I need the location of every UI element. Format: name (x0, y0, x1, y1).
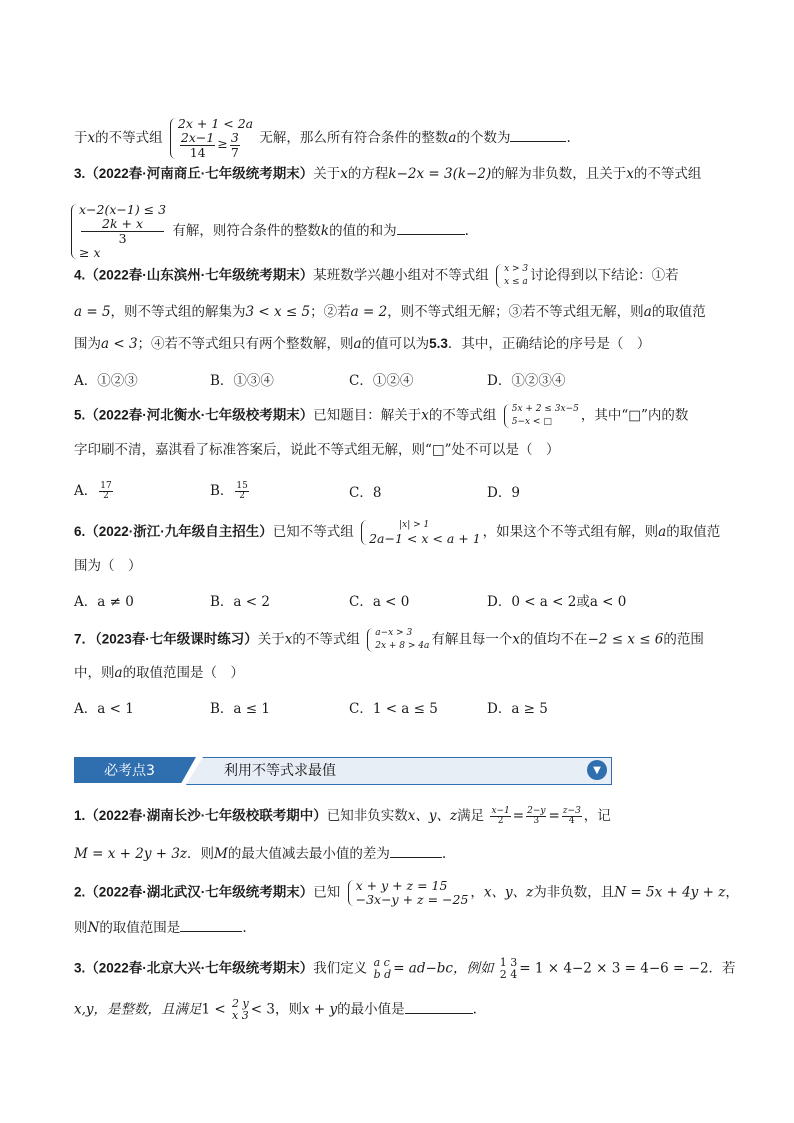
question-5-line-1: 5.（2022春·河北衡水·七年级校考期末）已知题目：解关于x的不等式组 5x + 2 ≤ 3x−5 5−x < □ ，其中“□”内的数 (74, 404, 689, 427)
question-prev-line: 于x的不等式组 2x + 1 < 2a $\frac{2x-1}{14}$ ≥ $\frac{3}{7}$ 无解，那么所有符合条件的整数a的个数为 . (74, 116, 571, 160)
question-4-line-1: 4.（2022春·山东滨州·七年级统考期末）某班数学兴趣小组对不等式组 x > 3 x ≤ a 讨论得到以下结论：①若 (74, 264, 679, 287)
option-d[interactable]: D．9 (487, 485, 520, 501)
section3-question-2-line-1: 2.（2022春·湖北武汉·七年级统考期末）已知 x + y + z = 15 −3x−y + z = −25 ，x、y、z为非负数，且N = 5x + 4y + z， (74, 878, 739, 907)
answer-blank[interactable] (180, 919, 242, 932)
option-a[interactable]: A．a ≠ 0 (74, 594, 134, 610)
option-d[interactable]: D．①②③④ (487, 373, 566, 389)
question-7-line-1: 7．（2023春·七年级课时练习）关于x的不等式组 a−x > 3 2x + 8 > 4a 有解且每一个x的值均不在−2 ≤ x ≤ 6的范围 (74, 628, 704, 651)
inequality-system: x > 3 x ≤ a (495, 263, 528, 289)
section-banner (74, 755, 616, 785)
option-b[interactable]: B．①③④ (210, 373, 274, 389)
option-b[interactable]: B．a < 2 (210, 594, 270, 610)
answer-blank[interactable] (397, 222, 465, 235)
option-a[interactable]: A． $\frac{17}{2}$ (74, 481, 112, 501)
option-d[interactable]: D．0 < a < 2或a < 0 (487, 594, 627, 610)
banner-title: 利用不等式求最值 (224, 763, 336, 779)
question-3-line-1: 3.（2022春·河南商丘·七年级统考期末）关于x的方程k−2x = 3(k−2)的解为非负数，且关于x的不等式组 (74, 166, 702, 182)
question-4-line-3: 围为a < 3；④若不等式组只有两个整数解，则a的值可以为5.3．其中，正确结论的序号是（ ） (74, 336, 651, 352)
option-b[interactable]: B．a ≤ 1 (210, 701, 270, 717)
question-4-line-2: a = 5，则不等式组的解集为3 < x ≤ 5；②若a = 2，则不等式组无解；③若不等式组无解，则a的取值范 (74, 304, 706, 320)
question-5-line-2: 字印刷不清，嘉淇看了标准答案后，说此不等式组无解，则“□”处不可以是（ ） (74, 442, 560, 458)
option-b[interactable]: B． $\frac{15}{2}$ (210, 481, 248, 501)
option-c[interactable]: C．①②④ (349, 373, 414, 389)
answer-blank[interactable] (405, 1001, 473, 1014)
question-7-line-2: 中，则a的取值范围是（ ） (74, 665, 245, 681)
question-3-line-2: x−2(x−1) ≤ 3 2k + x 3 ≥ x 有解，则符合条件的整数k的值的和为 . (74, 203, 469, 260)
option-c[interactable]: C．a < 0 (349, 594, 410, 610)
section3-question-1-line-1: 1.（2022春·湖南长沙·七年级校联考期中）已知非负实数x、y、z满足 $\frac{x-1}{2}$ = $\frac{2-y}{3}$ = $\frac{z-3}{4}$ ，记 (74, 806, 611, 826)
answer-blank[interactable] (510, 129, 566, 142)
equation-system: x + y + z = 15 −3x−y + z = −25 (347, 879, 469, 907)
section3-question-2-line-2: 则N的取值范围是 . (74, 920, 247, 936)
inequality-system: a−x > 3 2x + 8 > 4a (366, 627, 429, 653)
inequality-system: 2x + 1 < 2a $\frac{2x-1}{14}$ ≥ $\frac{3}{7}$ (169, 117, 253, 160)
section3-question-3-line-1: 3.（2022春·北京大兴·七年级统考期末）我们定义 a c b d = ad−bc，例如 1 3 2 4 = 1 × 4−2 × 3 = 4−6 = −2．若 (74, 956, 736, 981)
chevron-down-icon[interactable]: ▼ (587, 760, 607, 780)
inequality-system: |x| > 1 2a−1 < x < a + 1 (360, 519, 481, 546)
banner-label: 必考点3 (104, 763, 155, 779)
option-d[interactable]: D．a ≥ 5 (487, 701, 548, 717)
question-6-line-2: 围为（ ） (74, 558, 142, 574)
option-c[interactable]: C．1 < a ≤ 5 (349, 701, 438, 717)
section3-question-3-line-2: x,y，是整数，且满足1 < 2 y x 3 < 3，则x + y的最小值是 . (74, 997, 477, 1022)
option-a[interactable]: A．a < 1 (74, 701, 134, 717)
option-c[interactable]: C．8 (349, 485, 382, 501)
section3-question-1-line-2: M = x + 2y + 3z．则M的最大值减去最小值的差为 . (74, 846, 447, 862)
question-6-line-1: 6.（2022·浙江·九年级自主招生）已知不等式组 |x| > 1 2a−1 < x < a + 1 ，如果这个不等式组有解，则a的取值范 (74, 520, 721, 546)
option-a[interactable]: A．①②③ (74, 373, 138, 389)
inequality-system: 5x + 2 ≤ 3x−5 5−x < □ (503, 403, 579, 429)
answer-blank[interactable] (390, 845, 442, 858)
inequality-system: x−2(x−1) ≤ 3 2k + x 3 ≥ x (70, 203, 166, 260)
